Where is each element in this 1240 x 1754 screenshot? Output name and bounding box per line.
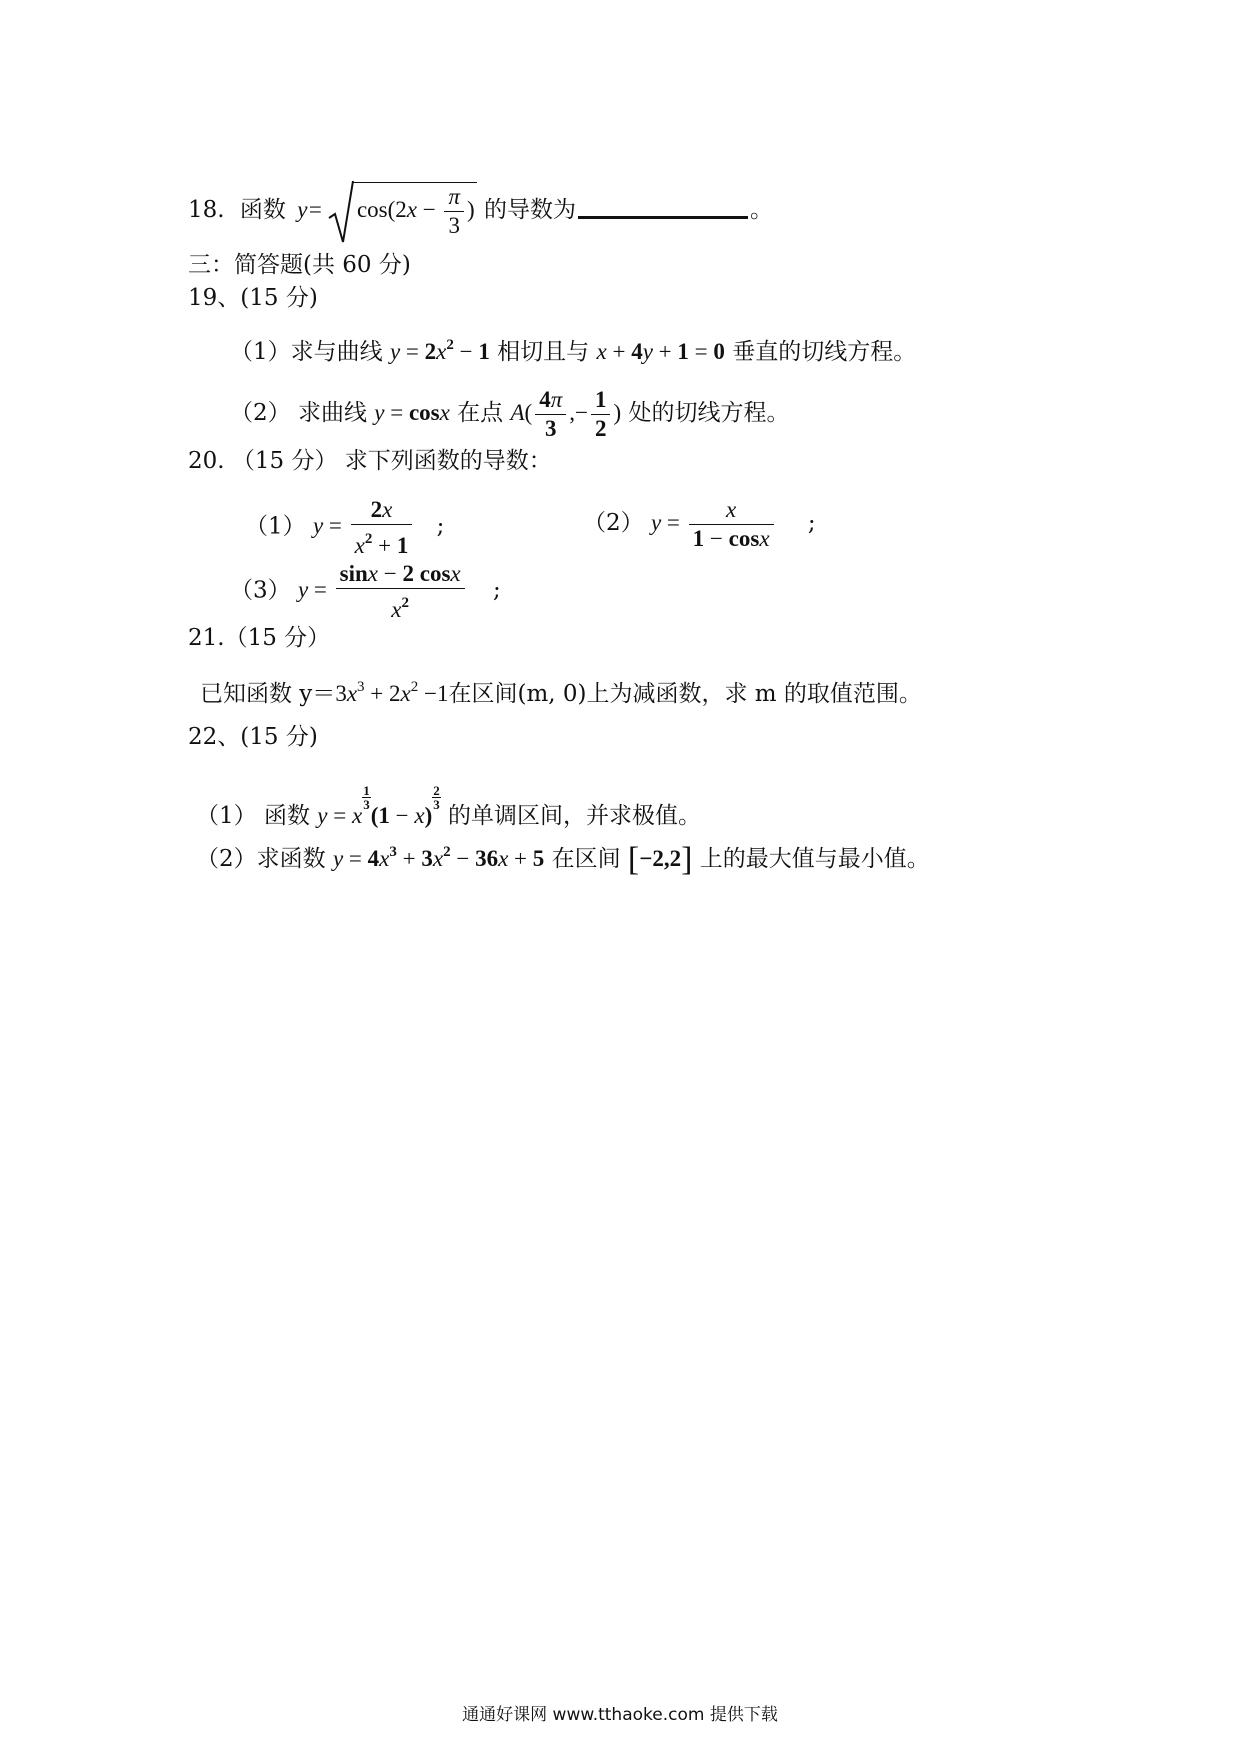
question-18 [188,182,773,240]
q22-p2-formula: $y = 4x^3 + 3x^2 - 36x + 5$ [332,844,545,871]
footer-source: 通通好课网 www.tthaoke.com 提供下载 [462,1705,778,1725]
q18-formula: y= [297,197,323,222]
question-19-header: 19、(15 分) [188,285,318,311]
q20-p1-sep: ; [436,513,445,540]
q18-label-suffix: 的导数为 [483,197,576,223]
q21-text-mid: 在区间(m, 0)上为减函数，求 m 的取值范围。 [448,681,922,707]
q20-p2-label: （2） [583,509,644,536]
q19-p1-end: 垂直的切线方程。 [732,339,917,365]
section-3-title: 三：简答题(共 60 分) [188,252,411,278]
q20-p3-formula: y = $\frac{\sin x - 2 \cos x}{x^2}$ [298,577,468,602]
question-22-part-1 [196,784,701,831]
q18-label-prefix: 函数 [239,197,286,223]
q18-end: 。 [749,197,773,223]
radical-sign-icon [327,180,355,246]
q19-p2-mid: 在点 [457,399,504,426]
q22-p2-end: 上的最大值与最小值。 [699,846,930,872]
question-21-header: 21.（15 分） [188,625,331,651]
q22-p2-label: （2）求函数 [196,846,326,872]
q19-p2-label: （2） 求曲线 [230,399,367,426]
q19-p1-mid: 相切且与 [497,339,590,365]
q22-p2-mid: 在区间 [551,846,621,872]
question-20-part-1 [245,496,444,560]
q20-p2-formula: y = $\frac{x}{1 - \cos x}$ [651,510,777,535]
q19-p2-point: A( $\frac{4\pi}{3}$ ,− $\frac{1}{2}$ ) [510,387,622,441]
q21-text-prefix: 已知函数 y＝ [200,681,336,707]
q22-p1-label: （1） 函数 [196,803,310,829]
q22-p1-end: 的单调区间，并求极值。 [448,803,702,829]
q20-p2-sep: ; [807,509,816,536]
q18-number: 18. [188,197,225,223]
question-20-part-2 [583,496,816,553]
q19-p1-label: （1）求与曲线 [230,339,383,365]
q19-p1-line: x + 4y + 1 = 0 [596,339,725,364]
q20-p3-sep: ; [492,577,501,604]
q19-p2-end: 处的切线方程。 [628,399,790,426]
question-19-part-2 [230,386,789,443]
q20-p1-label: （1） [245,513,306,540]
question-20-header: 20. （15 分） 求下列函数的导数： [188,448,552,474]
q18-sqrt: cos(2x − $\frac{\pi}{3}$ ) [353,182,477,240]
q18-answer-blank[interactable] [578,194,748,219]
q19-p1-curve: $y = 2x^2 - 1$ [389,337,490,364]
question-21-text [200,672,922,709]
q22-p2-interval: [−2,2] [627,841,693,878]
q19-p2-curve: y = cosx [374,399,450,425]
q22-p1-formula: y = x $\frac{1}{3}$ (1 − x) $\frac{2}{3}$ [317,783,440,828]
question-20-part-3 [230,560,501,624]
question-22-part-2 [196,837,930,878]
question-22-header: 22、(15 分) [188,724,318,750]
q20-p3-label: （3） [230,577,291,604]
q20-p1-formula: y = $\frac{2x}{x^2 + 1}$ [313,513,415,538]
q21-formula: $3x^3 + 2x^2 -1$ [335,679,449,706]
question-19-part-1 [230,330,916,367]
